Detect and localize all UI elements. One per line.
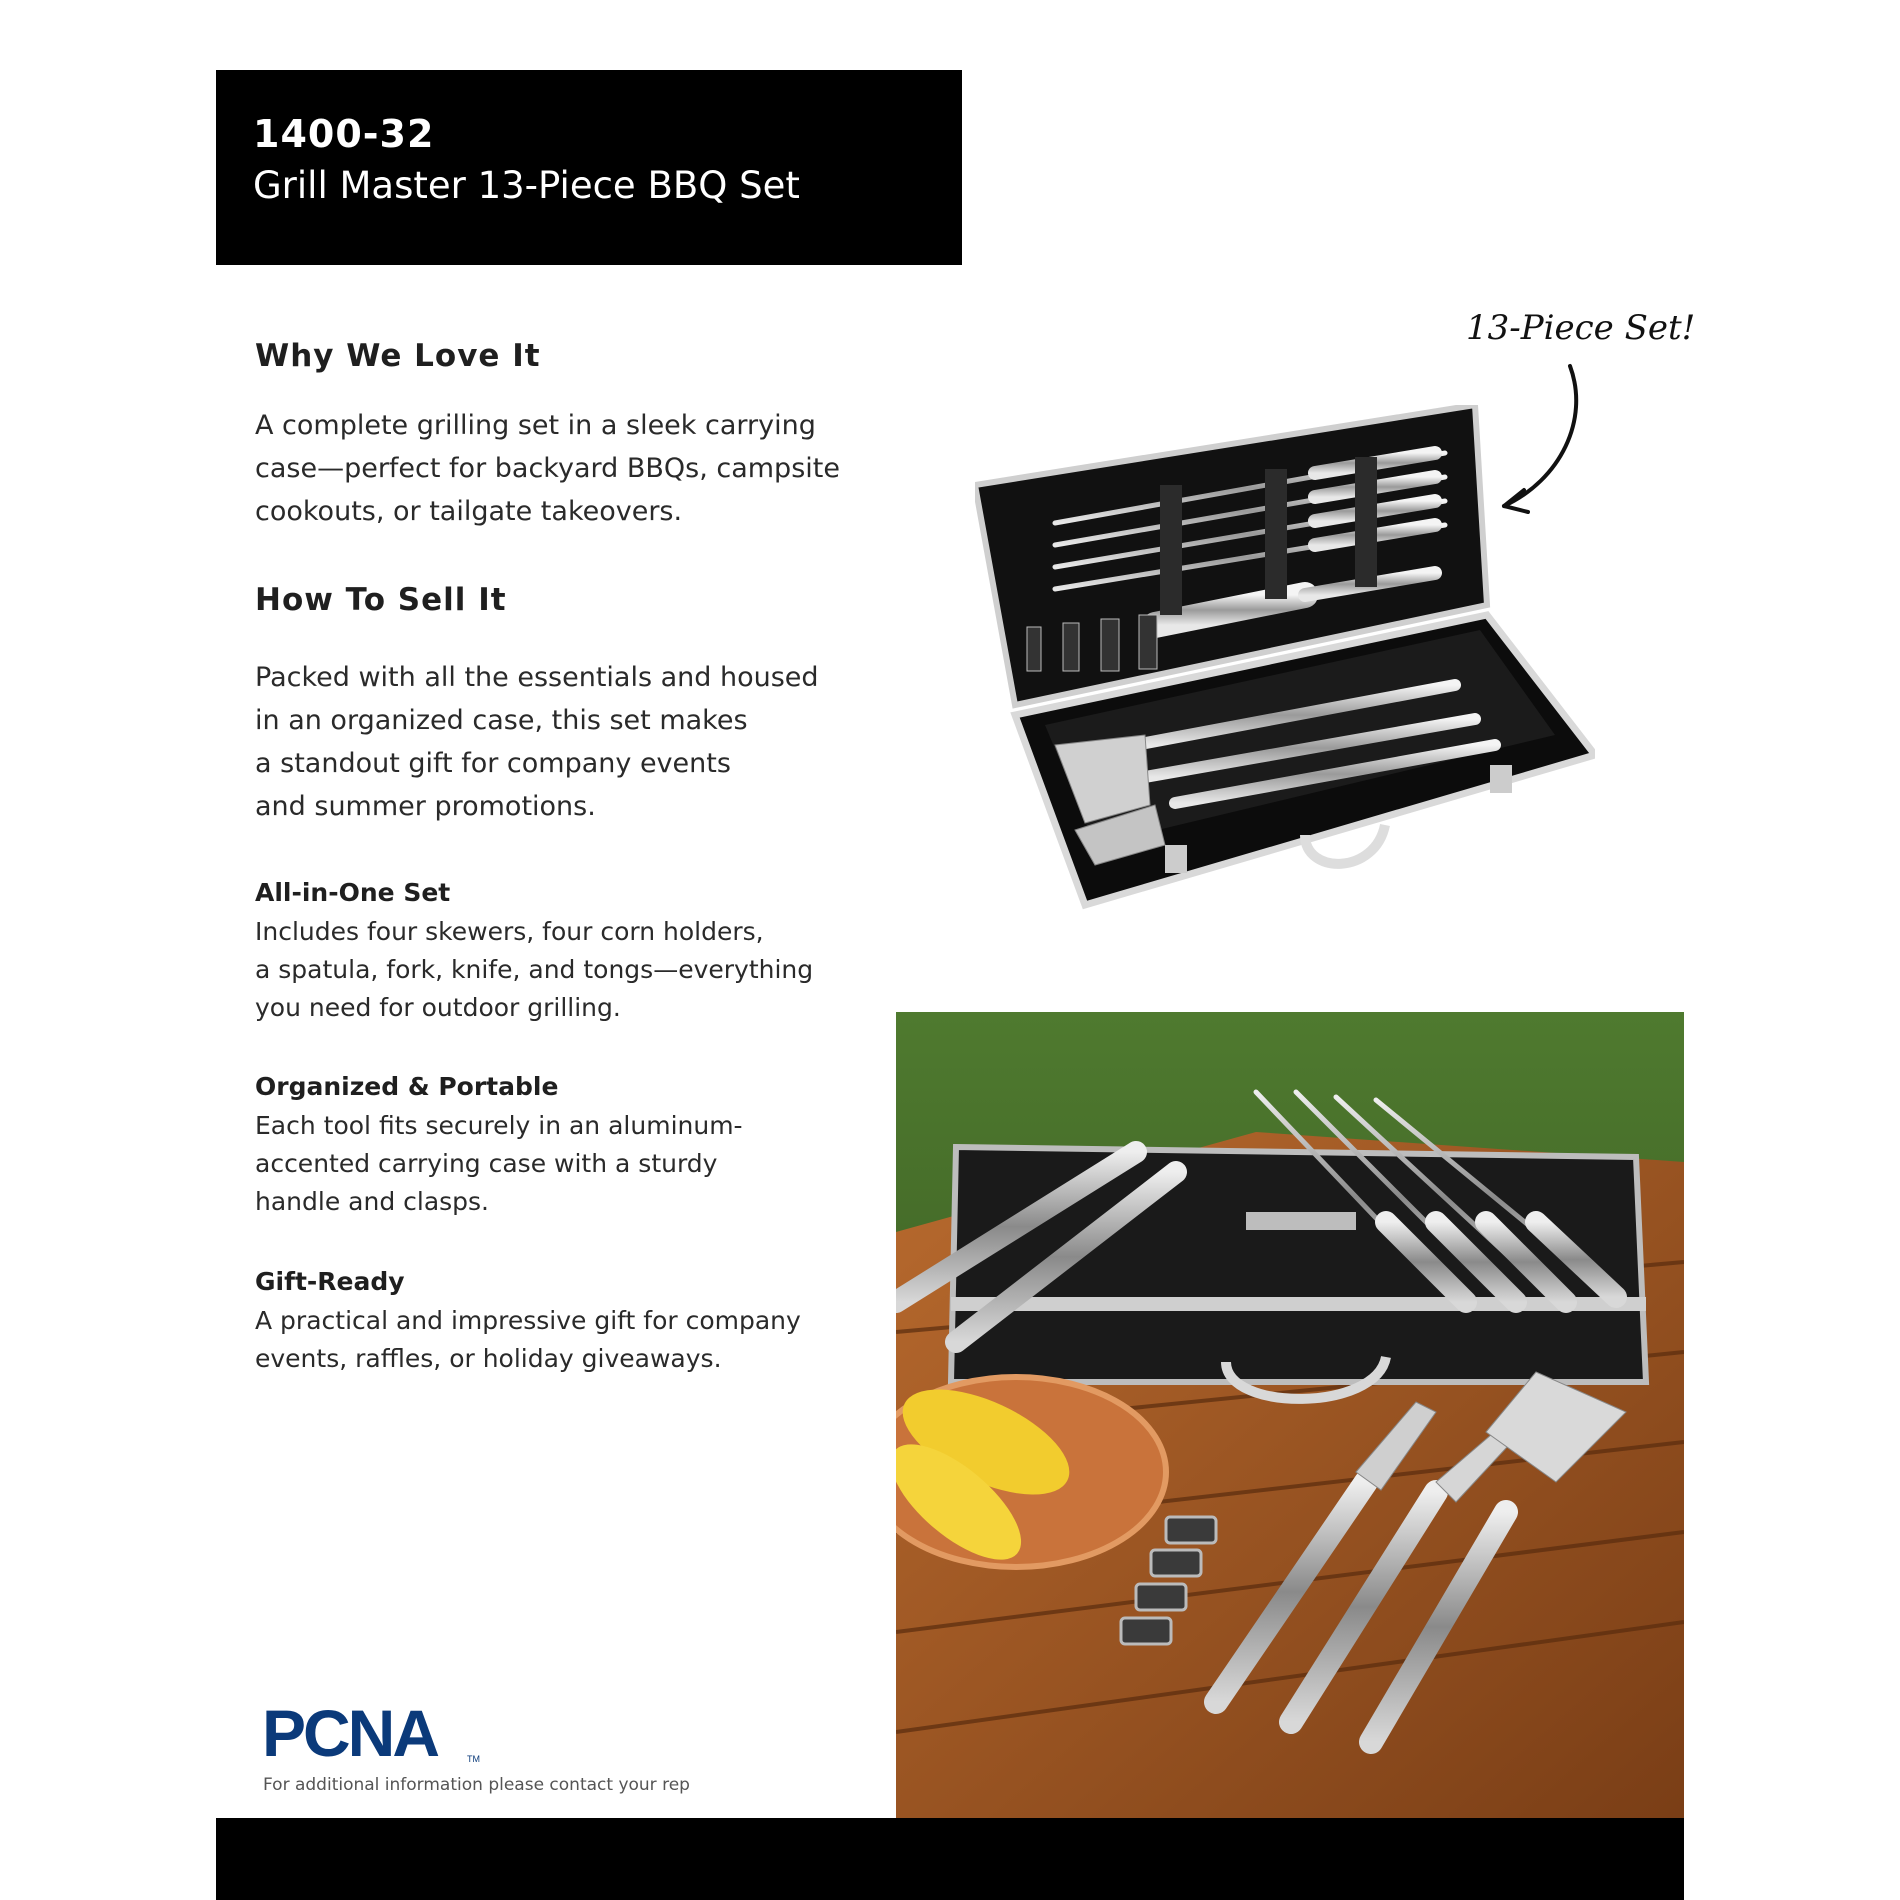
why-text: A complete grilling set in a sleek carrying case—perfect for backyard BBQs, campsite cookouts, or tailgate takeovers. bbox=[255, 410, 840, 527]
lifestyle-photo bbox=[896, 1012, 1684, 1818]
open-bbq-case-image bbox=[975, 405, 1595, 915]
why-heading: Why We Love It bbox=[255, 338, 541, 374]
feature-text: Each tool fits securely in an aluminum- accented carrying case with a sturdy handle and clasps. bbox=[255, 1111, 743, 1216]
feature-organized bbox=[255, 1072, 895, 1221]
pcna-logo-icon bbox=[262, 1700, 482, 1766]
annotation-13-piece: 13-Piece Set! bbox=[1466, 308, 1696, 348]
feature-text: A practical and impressive gift for company events, raffles, or holiday giveaways. bbox=[255, 1306, 801, 1373]
why-section bbox=[255, 338, 895, 374]
footer-bar bbox=[216, 1818, 1684, 1900]
header-banner bbox=[216, 70, 962, 265]
why-body bbox=[255, 404, 895, 533]
pcna-logo bbox=[262, 1700, 482, 1770]
feature-gift-ready bbox=[255, 1267, 895, 1378]
feature-text: Includes four skewers, four corn holders, a spatula, fork, knife, and tongs—everything you need for outdoor grilling. bbox=[255, 917, 814, 1022]
how-heading: How To Sell It bbox=[255, 582, 507, 618]
feature-title: Gift-Ready bbox=[255, 1267, 405, 1296]
product-sku: 1400-32 bbox=[253, 112, 435, 156]
svg-text:TM: TM bbox=[467, 1754, 480, 1764]
how-text: Packed with all the essentials and housed in an organized case, this set makes a standout gift for company events and summer promotions. bbox=[255, 662, 819, 822]
feature-all-in-one bbox=[255, 878, 895, 1027]
how-body bbox=[255, 656, 895, 828]
contact-footnote: For additional information please contact your rep bbox=[263, 1775, 690, 1795]
product-title: Grill Master 13-Piece BBQ Set bbox=[253, 164, 800, 207]
feature-title: All-in-One Set bbox=[255, 878, 451, 907]
how-section bbox=[255, 582, 895, 618]
svg-text:PCNA: PCNA bbox=[262, 1700, 438, 1766]
feature-title: Organized & Portable bbox=[255, 1072, 559, 1101]
